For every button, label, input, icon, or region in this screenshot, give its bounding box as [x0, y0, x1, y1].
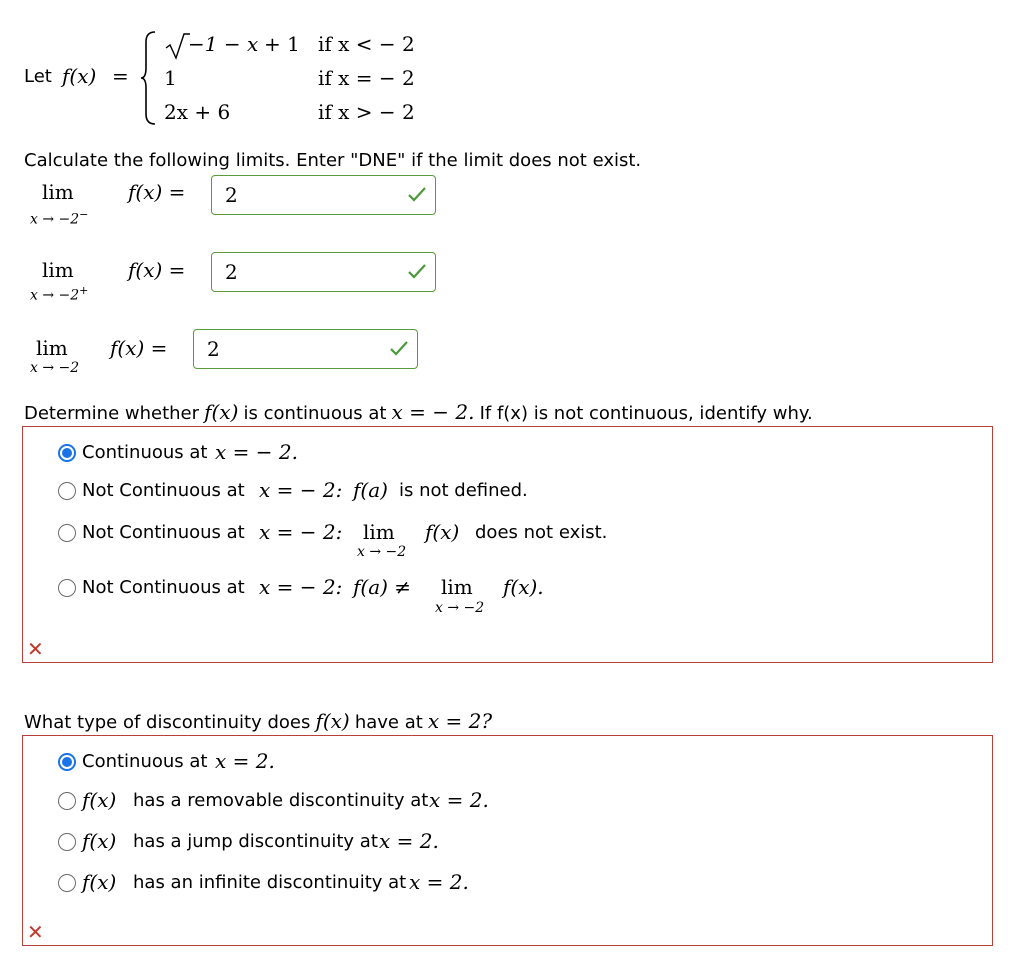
check-icon	[389, 339, 409, 357]
left-brace-icon	[140, 30, 158, 126]
answer-input-left-limit[interactable]	[211, 175, 436, 215]
piece-1-radicand: −1 − x	[188, 32, 259, 56]
radio-button-selected[interactable]	[58, 753, 76, 771]
radio-button[interactable]	[58, 579, 76, 597]
lim-approach: x → −2+	[30, 284, 89, 304]
check-icon	[407, 185, 427, 203]
piece-3-condition: if x > − 2	[318, 100, 415, 124]
radio-button[interactable]	[58, 524, 76, 542]
continuity-question-text: Determine whether f(x) is continuous at x = − 2. If f(x) is not continuous, identify why.	[24, 400, 813, 424]
lim-label: lim	[36, 336, 68, 360]
piece-1-condition: if x < − 2	[318, 32, 415, 56]
discontinuity-answer-group: Continuous at x = 2. f(x) has a removable discontinuity at x = 2. f(x) has a jump discontinuity at x = 2. f(x) has an infinite discontinuity at x = 2. ✕	[22, 735, 993, 946]
radio-button-selected[interactable]	[58, 444, 76, 462]
answer-input-right-limit[interactable]	[211, 252, 436, 292]
piece-2-expr: 1	[164, 66, 177, 90]
discontinuity-question-text: What type of discontinuity does f(x) have at x = 2?	[24, 709, 493, 733]
lim-label: lim	[42, 180, 74, 204]
piece-1-tail: + 1	[264, 32, 300, 56]
piece-3-expr: 2x + 6	[164, 100, 231, 124]
lim-approach: x → −2	[30, 360, 80, 376]
radio-button[interactable]	[58, 833, 76, 851]
lim-fx: f(x) =	[110, 336, 168, 360]
continuity-answer-group: Continuous at x = − 2. Not Continuous at x = − 2: f(a) is not defined. Not Continuous at x = − 2: lim x → −2 f(x) does not exist. Not Continuous at x = − 2: f(a) ≠ lim x → −2 f(x). ✕	[22, 426, 993, 663]
definition-equals: =	[112, 64, 129, 88]
lim-fx: f(x) =	[128, 258, 186, 282]
let-label: Let	[24, 66, 52, 87]
piece-2-condition: if x = − 2	[318, 66, 415, 90]
instructions: Calculate the following limits. Enter "DNE" if the limit does not exist.	[24, 150, 642, 171]
check-icon	[407, 262, 427, 280]
answer-input-two-sided-limit[interactable]	[193, 329, 418, 369]
lim-label: lim	[42, 258, 74, 282]
radio-button[interactable]	[58, 482, 76, 500]
answer-value: 2	[207, 337, 220, 361]
incorrect-x-icon: ✕	[27, 637, 44, 661]
definition-fx: f(x)	[62, 64, 97, 88]
incorrect-x-icon: ✕	[27, 920, 44, 944]
lim-fx: f(x) =	[128, 180, 186, 204]
sqrt-icon	[164, 32, 190, 60]
radio-button[interactable]	[58, 874, 76, 892]
answer-value: 2	[225, 183, 238, 207]
radio-button[interactable]	[58, 792, 76, 810]
answer-value: 2	[225, 260, 238, 284]
lim-approach: x → −2−	[30, 208, 89, 228]
